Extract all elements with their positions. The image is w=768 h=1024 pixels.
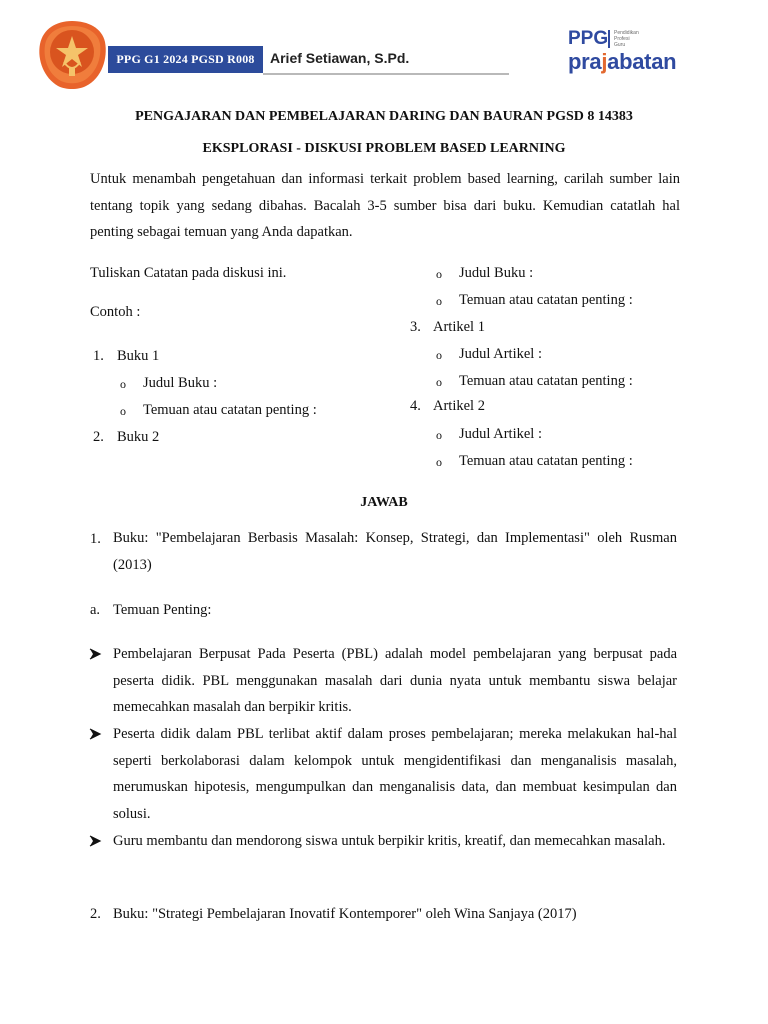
list-subitem: Temuan atau catatan penting : [459, 292, 633, 308]
list-subitem: Judul Buku : [459, 265, 534, 281]
arrow-bullet-icon [88, 728, 102, 740]
answer-sub-label: Temuan Penting: [113, 602, 212, 618]
list-number: 4. [410, 398, 421, 414]
brand-ppg-text: PPG [568, 28, 609, 49]
list-subitem: Judul Artikel : [459, 426, 542, 442]
answer-item-book-2: Buku: "Strategi Pembelajaran Inovatif Kontemporer" oleh Wina Sanjaya (2017) [113, 906, 577, 922]
list-subitem: Judul Artikel : [459, 346, 542, 362]
list-item-label: Artikel 1 [433, 319, 485, 335]
brand-prajabatan-text: prajabatan [568, 49, 677, 74]
finding-paragraph: Pembelajaran Berpusat Pada Peserta (PBL) adalah model pembelajaran yang berpusat pada peserta didik. PBL menggunakan masalah dari dunia nyata untuk membantu siswa belajar memecahkan masalah dan berpikir kritis. [113, 646, 677, 716]
example-label: Contoh : [90, 304, 141, 320]
bullet-marker: o [120, 404, 126, 418]
answer-sub-letter: a. [90, 602, 101, 618]
list-number: 2. [93, 429, 104, 445]
document-subtitle: EKSPLORASI - DISKUSI PROBLEM BASED LEARNING [202, 141, 566, 156]
brand-divider [608, 30, 610, 48]
list-item-label: Buku 2 [117, 429, 160, 445]
arrow-bullet-icon [88, 835, 102, 847]
author-name: Arief Setiawan, S.Pd. [270, 50, 410, 66]
bullet-marker: o [436, 428, 442, 442]
list-item-label: Buku 1 [117, 348, 160, 364]
answer-number: 2. [90, 906, 101, 922]
list-subitem: Temuan atau catatan penting : [459, 373, 633, 389]
header-divider [263, 73, 509, 75]
list-subitem: Temuan atau catatan penting : [459, 453, 633, 469]
bullet-marker: o [120, 377, 126, 391]
bullet-marker: o [436, 348, 442, 362]
course-code-badge: PPG G1 2024 PGSD R008 [108, 46, 263, 73]
list-number: 1. [93, 348, 104, 364]
intro-paragraph: Untuk menambah pengetahuan dan informasi terkait problem based learning, carilah sumber lain tentang topik yang sedang dibahas. Bacalah 3-5 sumber bisa dari buku. Kemudian catatlah hal penting sebagai temuan yang Anda dapatkan. [90, 171, 680, 241]
list-number: 3. [410, 319, 421, 335]
arrow-bullet-icon [88, 648, 102, 660]
answer-heading: JAWAB [360, 495, 408, 510]
finding-paragraph: Guru membantu dan mendorong siswa untuk berpikir kritis, kreatif, dan memecahkan masalah. [113, 833, 666, 849]
bullet-marker: o [436, 455, 442, 469]
answer-number: 1. [90, 531, 101, 547]
finding-paragraph: Peserta didik dalam PBL terlibat aktif dalam proses pembelajaran; mereka melakukan hal-hal seperti berkolaborasi dalam kelompok untuk mengidentifikasi dan menganalisis masalah, merumuskan hipotesis, mengumpulkan dan menganalisis data, dan membuat kesimpulan dan solusi. [113, 726, 677, 823]
institution-seal-logo [36, 18, 108, 90]
document-title: PENGAJARAN DAN PEMBELAJARAN DARING DAN BAURAN PGSD 8 14383 [135, 109, 633, 124]
bullet-marker: o [436, 375, 442, 389]
list-subitem: Temuan atau catatan penting : [143, 402, 317, 418]
brand-subtitle: Pendidikan Profesi Guru [614, 30, 639, 48]
document-header [0, 0, 768, 100]
instruction-note: Tuliskan Catatan pada diskusi ini. [90, 265, 287, 281]
bullet-marker: o [436, 267, 442, 281]
list-subitem: Judul Buku : [143, 375, 218, 391]
list-item-label: Artikel 2 [433, 398, 485, 414]
bullet-marker: o [436, 294, 442, 308]
ppg-prajabatan-logo [568, 28, 678, 80]
answer-item-book-1: Buku: "Pembelajaran Berbasis Masalah: Konsep, Strategi, dan Implementasi" oleh Rusman (2013) [113, 530, 677, 573]
